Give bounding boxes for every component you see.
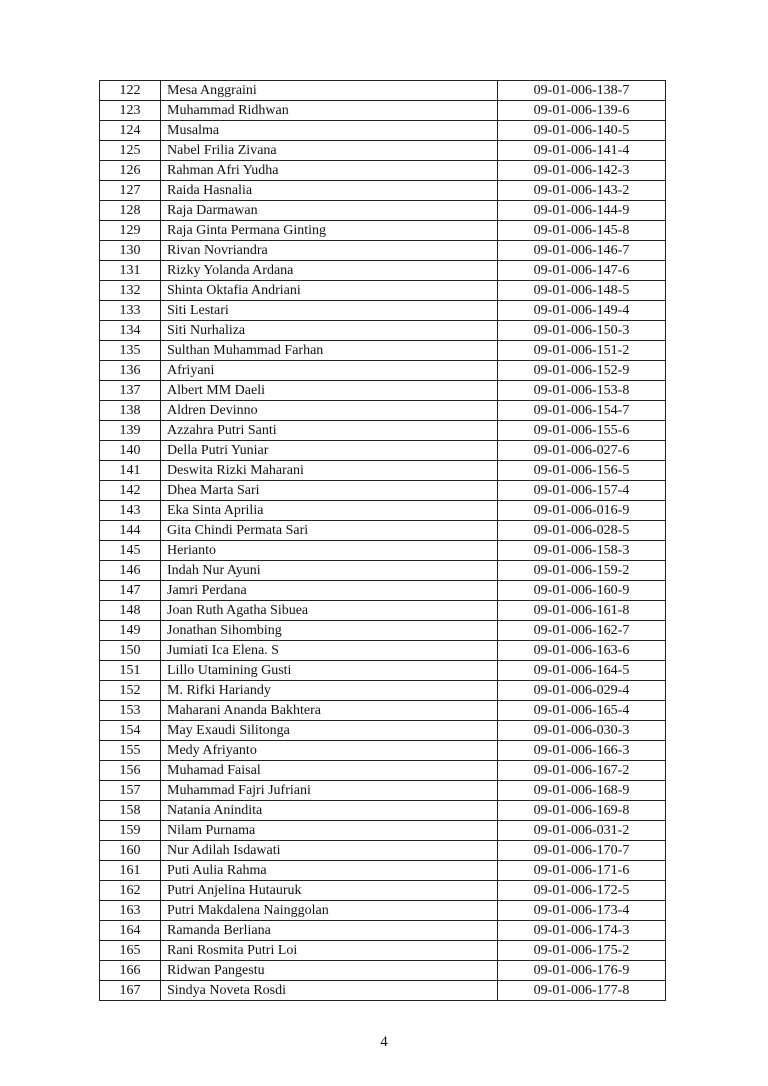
table-row — [100, 501, 666, 521]
table-row — [100, 401, 666, 421]
row-number: 125 — [100, 141, 161, 161]
student-id: 09-01-006-147-6 — [498, 261, 666, 281]
table-row — [100, 841, 666, 861]
row-number: 148 — [100, 601, 161, 621]
student-name: Rani Rosmita Putri Loi — [161, 941, 498, 961]
page-number: 4 — [380, 1034, 388, 1050]
table-row — [100, 261, 666, 281]
table-row — [100, 81, 666, 101]
student-name: Herianto — [161, 541, 498, 561]
student-name: Siti Lestari — [161, 301, 498, 321]
student-id: 09-01-006-164-5 — [498, 661, 666, 681]
student-name: Mesa Anggraini — [161, 81, 498, 101]
table-row — [100, 561, 666, 581]
table-row — [100, 441, 666, 461]
student-id: 09-01-006-162-7 — [498, 621, 666, 641]
table-row — [100, 541, 666, 561]
student-id: 09-01-006-016-9 — [498, 501, 666, 521]
student-name: Jonathan Sihombing — [161, 621, 498, 641]
student-name: Deswita Rizki Maharani — [161, 461, 498, 481]
row-number: 166 — [100, 961, 161, 981]
row-number: 165 — [100, 941, 161, 961]
student-id: 09-01-006-167-2 — [498, 761, 666, 781]
student-id: 09-01-006-173-4 — [498, 901, 666, 921]
student-name: Jamri Perdana — [161, 581, 498, 601]
student-id: 09-01-006-140-5 — [498, 121, 666, 141]
student-name: Putri Anjelina Hutauruk — [161, 881, 498, 901]
table-row — [100, 901, 666, 921]
student-name: Muhammad Ridhwan — [161, 101, 498, 121]
student-id: 09-01-006-171-6 — [498, 861, 666, 881]
row-number: 163 — [100, 901, 161, 921]
student-name: Natania Anindita — [161, 801, 498, 821]
row-number: 154 — [100, 721, 161, 741]
table-row — [100, 221, 666, 241]
table-row — [100, 621, 666, 641]
table-row — [100, 761, 666, 781]
table-row — [100, 301, 666, 321]
row-number: 138 — [100, 401, 161, 421]
student-name: Aldren Devinno — [161, 401, 498, 421]
table-row — [100, 141, 666, 161]
table-row — [100, 681, 666, 701]
student-name: Muhamad Faisal — [161, 761, 498, 781]
table-row — [100, 321, 666, 341]
student-id: 09-01-006-154-7 — [498, 401, 666, 421]
student-name: Musalma — [161, 121, 498, 141]
row-number: 126 — [100, 161, 161, 181]
row-number: 162 — [100, 881, 161, 901]
student-name: Indah Nur Ayuni — [161, 561, 498, 581]
table-row — [100, 641, 666, 661]
student-id: 09-01-006-029-4 — [498, 681, 666, 701]
student-id: 09-01-006-166-3 — [498, 741, 666, 761]
student-id: 09-01-006-031-2 — [498, 821, 666, 841]
student-name: Raida Hasnalia — [161, 181, 498, 201]
student-id: 09-01-006-144-9 — [498, 201, 666, 221]
student-id: 09-01-006-148-5 — [498, 281, 666, 301]
student-id: 09-01-006-157-4 — [498, 481, 666, 501]
student-name: Sulthan Muhammad Farhan — [161, 341, 498, 361]
row-number: 139 — [100, 421, 161, 441]
student-id: 09-01-006-139-6 — [498, 101, 666, 121]
row-number: 156 — [100, 761, 161, 781]
row-number: 155 — [100, 741, 161, 761]
table-row — [100, 661, 666, 681]
row-number: 132 — [100, 281, 161, 301]
table-row — [100, 421, 666, 441]
table-row — [100, 241, 666, 261]
student-name: Afriyani — [161, 361, 498, 381]
row-number: 151 — [100, 661, 161, 681]
student-name: Dhea Marta Sari — [161, 481, 498, 501]
row-number: 164 — [100, 921, 161, 941]
table-row — [100, 161, 666, 181]
row-number: 130 — [100, 241, 161, 261]
student-name: Siti Nurhaliza — [161, 321, 498, 341]
row-number: 135 — [100, 341, 161, 361]
student-id: 09-01-006-177-8 — [498, 981, 666, 1001]
table-row — [100, 821, 666, 841]
student-id: 09-01-006-169-8 — [498, 801, 666, 821]
student-name: Jumiati Ica Elena. S — [161, 641, 498, 661]
student-name: May Exaudi Silitonga — [161, 721, 498, 741]
table-row — [100, 981, 666, 1001]
student-name: Ridwan Pangestu — [161, 961, 498, 981]
row-number: 150 — [100, 641, 161, 661]
student-id: 09-01-006-142-3 — [498, 161, 666, 181]
row-number: 161 — [100, 861, 161, 881]
student-id: 09-01-006-159-2 — [498, 561, 666, 581]
row-number: 157 — [100, 781, 161, 801]
student-name: Ramanda Berliana — [161, 921, 498, 941]
row-number: 152 — [100, 681, 161, 701]
student-id: 09-01-006-168-9 — [498, 781, 666, 801]
student-name: Albert MM Daeli — [161, 381, 498, 401]
student-id: 09-01-006-160-9 — [498, 581, 666, 601]
row-number: 122 — [100, 81, 161, 101]
row-number: 159 — [100, 821, 161, 841]
row-number: 153 — [100, 701, 161, 721]
student-id: 09-01-006-141-4 — [498, 141, 666, 161]
student-name: Shinta Oktafia Andriani — [161, 281, 498, 301]
table-row — [100, 601, 666, 621]
student-id: 09-01-006-165-4 — [498, 701, 666, 721]
student-name: Maharani Ananda Bakhtera — [161, 701, 498, 721]
student-id: 09-01-006-158-3 — [498, 541, 666, 561]
row-number: 128 — [100, 201, 161, 221]
student-id: 09-01-006-170-7 — [498, 841, 666, 861]
table-row — [100, 121, 666, 141]
table-row — [100, 381, 666, 401]
student-name: Muhammad Fajri Jufriani — [161, 781, 498, 801]
table-row — [100, 961, 666, 981]
student-name: Lillo Utamining Gusti — [161, 661, 498, 681]
student-name: Nur Adilah Isdawati — [161, 841, 498, 861]
student-id: 09-01-006-176-9 — [498, 961, 666, 981]
table-row — [100, 701, 666, 721]
student-id: 09-01-006-143-2 — [498, 181, 666, 201]
student-id: 09-01-006-155-6 — [498, 421, 666, 441]
student-id: 09-01-006-161-8 — [498, 601, 666, 621]
table-row — [100, 481, 666, 501]
student-id: 09-01-006-030-3 — [498, 721, 666, 741]
table-row — [100, 581, 666, 601]
student-name: Joan Ruth Agatha Sibuea — [161, 601, 498, 621]
table-row — [100, 181, 666, 201]
table-row — [100, 341, 666, 361]
student-id: 09-01-006-156-5 — [498, 461, 666, 481]
student-id: 09-01-006-153-8 — [498, 381, 666, 401]
table-row — [100, 881, 666, 901]
row-number: 123 — [100, 101, 161, 121]
student-name: Puti Aulia Rahma — [161, 861, 498, 881]
row-number: 160 — [100, 841, 161, 861]
student-name: Nabel Frilia Zivana — [161, 141, 498, 161]
student-name: Eka Sinta Aprilia — [161, 501, 498, 521]
student-name: Azzahra Putri Santi — [161, 421, 498, 441]
student-id: 09-01-006-146-7 — [498, 241, 666, 261]
student-name: Rizky Yolanda Ardana — [161, 261, 498, 281]
row-number: 134 — [100, 321, 161, 341]
table-row — [100, 361, 666, 381]
row-number: 146 — [100, 561, 161, 581]
row-number: 167 — [100, 981, 161, 1001]
student-name: Gita Chindi Permata Sari — [161, 521, 498, 541]
student-name: M. Rifki Hariandy — [161, 681, 498, 701]
row-number: 127 — [100, 181, 161, 201]
row-number: 144 — [100, 521, 161, 541]
student-name: Raja Darmawan — [161, 201, 498, 221]
table-row — [100, 941, 666, 961]
row-number: 145 — [100, 541, 161, 561]
student-id: 09-01-006-151-2 — [498, 341, 666, 361]
row-number: 141 — [100, 461, 161, 481]
row-number: 124 — [100, 121, 161, 141]
student-name: Rahman Afri Yudha — [161, 161, 498, 181]
student-id: 09-01-006-152-9 — [498, 361, 666, 381]
table-row — [100, 521, 666, 541]
row-number: 140 — [100, 441, 161, 461]
student-id: 09-01-006-138-7 — [498, 81, 666, 101]
student-name: Raja Ginta Permana Ginting — [161, 221, 498, 241]
table-row — [100, 721, 666, 741]
row-number: 137 — [100, 381, 161, 401]
student-id: 09-01-006-163-6 — [498, 641, 666, 661]
student-name: Della Putri Yuniar — [161, 441, 498, 461]
student-id: 09-01-006-027-6 — [498, 441, 666, 461]
student-id: 09-01-006-028-5 — [498, 521, 666, 541]
row-number: 147 — [100, 581, 161, 601]
row-number: 142 — [100, 481, 161, 501]
student-id: 09-01-006-175-2 — [498, 941, 666, 961]
table-row — [100, 281, 666, 301]
student-id: 09-01-006-149-4 — [498, 301, 666, 321]
student-id: 09-01-006-172-5 — [498, 881, 666, 901]
table-row — [100, 101, 666, 121]
student-name: Medy Afriyanto — [161, 741, 498, 761]
table-row — [100, 201, 666, 221]
row-number: 133 — [100, 301, 161, 321]
row-number: 158 — [100, 801, 161, 821]
student-name: Rivan Novriandra — [161, 241, 498, 261]
student-id: 09-01-006-174-3 — [498, 921, 666, 941]
student-id: 09-01-006-150-3 — [498, 321, 666, 341]
row-number: 143 — [100, 501, 161, 521]
table-row — [100, 801, 666, 821]
table-row — [100, 461, 666, 481]
row-number: 131 — [100, 261, 161, 281]
table-row — [100, 861, 666, 881]
student-name: Putri Makdalena Nainggolan — [161, 901, 498, 921]
table-row — [100, 741, 666, 761]
student-name: Nilam Purnama — [161, 821, 498, 841]
row-number: 136 — [100, 361, 161, 381]
student-id: 09-01-006-145-8 — [498, 221, 666, 241]
table-row — [100, 781, 666, 801]
table-row — [100, 921, 666, 941]
student-name: Sindya Noveta Rosdi — [161, 981, 498, 1001]
row-number: 149 — [100, 621, 161, 641]
row-number: 129 — [100, 221, 161, 241]
student-table — [99, 80, 666, 1001]
